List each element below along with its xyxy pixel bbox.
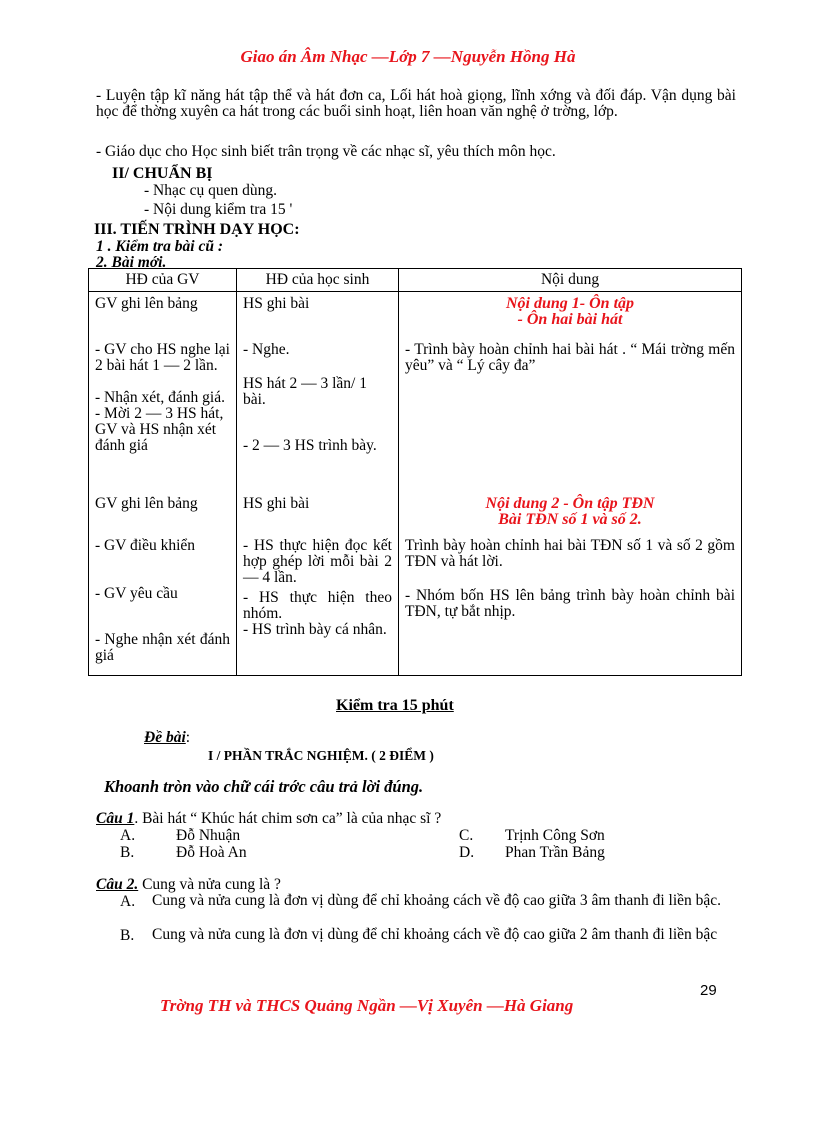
question-1-label: Câu 1: [96, 810, 135, 827]
teacher-action: - Mời 2 — 3 HS hát, GV và HS nhận xét đánh giá: [95, 404, 224, 454]
cell-student: HS ghi bài: [237, 494, 399, 532]
prep-item-1: - Nhạc cụ quen dùng.: [144, 182, 277, 199]
page-number: 29: [700, 982, 717, 999]
student-action: - HS thực hiện theo nhóm.: [243, 588, 392, 622]
content-text: - Trình bày hoàn chỉnh hai bài hát . “ Mái trờng mến yêu” và “ Lý cây đa”: [405, 340, 735, 374]
teacher-action: - Nghe nhận xét đánh giá: [95, 630, 230, 664]
question-1-text: . Bài hát “ Khúc hát chim sơn ca” là của nhạc sĩ ?: [134, 810, 442, 827]
content-text: - Nhóm bốn HS lên bảng trình bày hoàn chỉnh bài TĐN, tự bắt nhịp.: [405, 586, 735, 620]
header-teacher: HĐ của GV: [89, 269, 237, 292]
content-text: Trình bày hoàn chỉnh hai bài TĐN số 1 và số 2 gồm TĐN và hát lời.: [405, 536, 735, 570]
student-action: - Nghe.: [243, 340, 290, 358]
section-2-title: II/ CHUẨN BỊ: [112, 165, 213, 182]
content-subheading-2: Bài TĐN số 1 và số 2.: [498, 510, 642, 528]
option-letter: D.: [459, 844, 475, 861]
student-action: - HS thực hiện đọc kết hợp ghép lời mỗi bài 2 — 4 lần.: [243, 536, 392, 586]
option-text: Phan Trần Bảng: [505, 844, 605, 861]
cell-teacher: GV ghi lên bảng: [89, 494, 237, 532]
intro-paragraph-1: - Luyện tập kĩ năng hát tập thể và hát đơn ca, Lối hát hoà giọng, lĩnh xớng và đối đáp. Vận dụng bài học để thờng xuyên ca hát trong các buổi sinh hoạt, liên hoan văn nghệ ở trờng, lớp.: [96, 87, 736, 120]
question-1: [96, 810, 441, 828]
content-heading-2: Nội dung 2 - Ôn tập TĐN: [485, 494, 655, 512]
option-text: Trịnh Công Sơn: [505, 827, 605, 844]
header-student: HĐ của học sinh: [237, 269, 399, 292]
table-row: [89, 336, 742, 494]
student-action: HS hát 2 — 3 lần/ 1 bài.: [243, 374, 367, 408]
table-row: [89, 494, 742, 532]
teacher-action: - GV điều khiển: [95, 536, 196, 554]
option-letter: C.: [459, 827, 474, 844]
cell-student: HS ghi bài: [237, 292, 399, 336]
teacher-action: - GV yêu cầu: [95, 584, 178, 602]
option-letter: A.: [120, 827, 136, 844]
part-1-title: I / PHẦN TRẮC NGHIỆM. ( 2 ĐIỂM ): [208, 748, 434, 763]
question-2-text: Cung và nửa cung là ?: [138, 876, 281, 893]
test-instruction: Khoanh tròn vào chữ cái trớc câu trả lời đúng.: [104, 777, 424, 796]
page-header: Giao án Âm Nhạc —Lớp 7 —Nguyễn Hồng Hà: [240, 47, 576, 66]
de-bai: Đề bài:: [144, 729, 191, 746]
content-subheading-1: - Ôn hai bài hát: [517, 311, 623, 328]
section-3-sub-2: 2. Bài mới.: [96, 254, 167, 271]
question-2-label: Câu 2.: [96, 876, 139, 893]
table-row: [89, 292, 742, 336]
option-text: Cung và nửa cung là đơn vị dùng để chỉ khoảng cách về độ cao giữa 2 âm thanh đi liền bậc: [152, 926, 718, 943]
teacher-action: - Nhận xét, đánh giá.: [95, 388, 225, 406]
option-text: Đỗ Hoà An: [176, 844, 247, 861]
cell-teacher: GV ghi lên bảng: [89, 292, 237, 336]
option-text: Đỗ Nhuận: [176, 827, 241, 844]
de-bai-label: Đề bài: [144, 729, 186, 746]
content-heading-1: Nội dung 1- Ôn tập: [505, 295, 635, 312]
option-letter: B.: [120, 844, 135, 861]
student-action: - 2 — 3 HS trình bày.: [243, 436, 377, 454]
intro-paragraph-2: - Giáo dục cho Học sinh biết trân trọng về các nhạc sĩ, yêu thích môn học.: [96, 143, 556, 160]
section-3-sub-1: 1 . Kiểm tra bài cũ :: [96, 238, 224, 255]
teacher-action: - GV cho HS nghe lại 2 bài hát 1 — 2 lần.: [95, 340, 230, 374]
prep-item-2: - Nội dung kiểm tra 15 ': [144, 201, 293, 218]
option-letter: A.: [120, 893, 136, 910]
page-footer: Trờng TH và THCS Quảng Ngần —Vị Xuyên —Hà Giang: [160, 996, 574, 1015]
table-row: [89, 532, 742, 676]
lesson-plan-table: [88, 268, 742, 676]
test-title: Kiểm tra 15 phút: [336, 697, 454, 714]
header-content: Nội dung: [399, 269, 742, 292]
option-letter: B.: [120, 927, 135, 944]
student-action: - HS trình bày cá nhân.: [243, 620, 387, 638]
option-text: Cung và nửa cung là đơn vị dùng để chỉ khoảng cách về độ cao giữa 3 âm thanh đi liền bậc.: [152, 892, 722, 909]
section-3-title: III. TIẾN TRÌNH DẠY HỌC:: [94, 221, 300, 238]
